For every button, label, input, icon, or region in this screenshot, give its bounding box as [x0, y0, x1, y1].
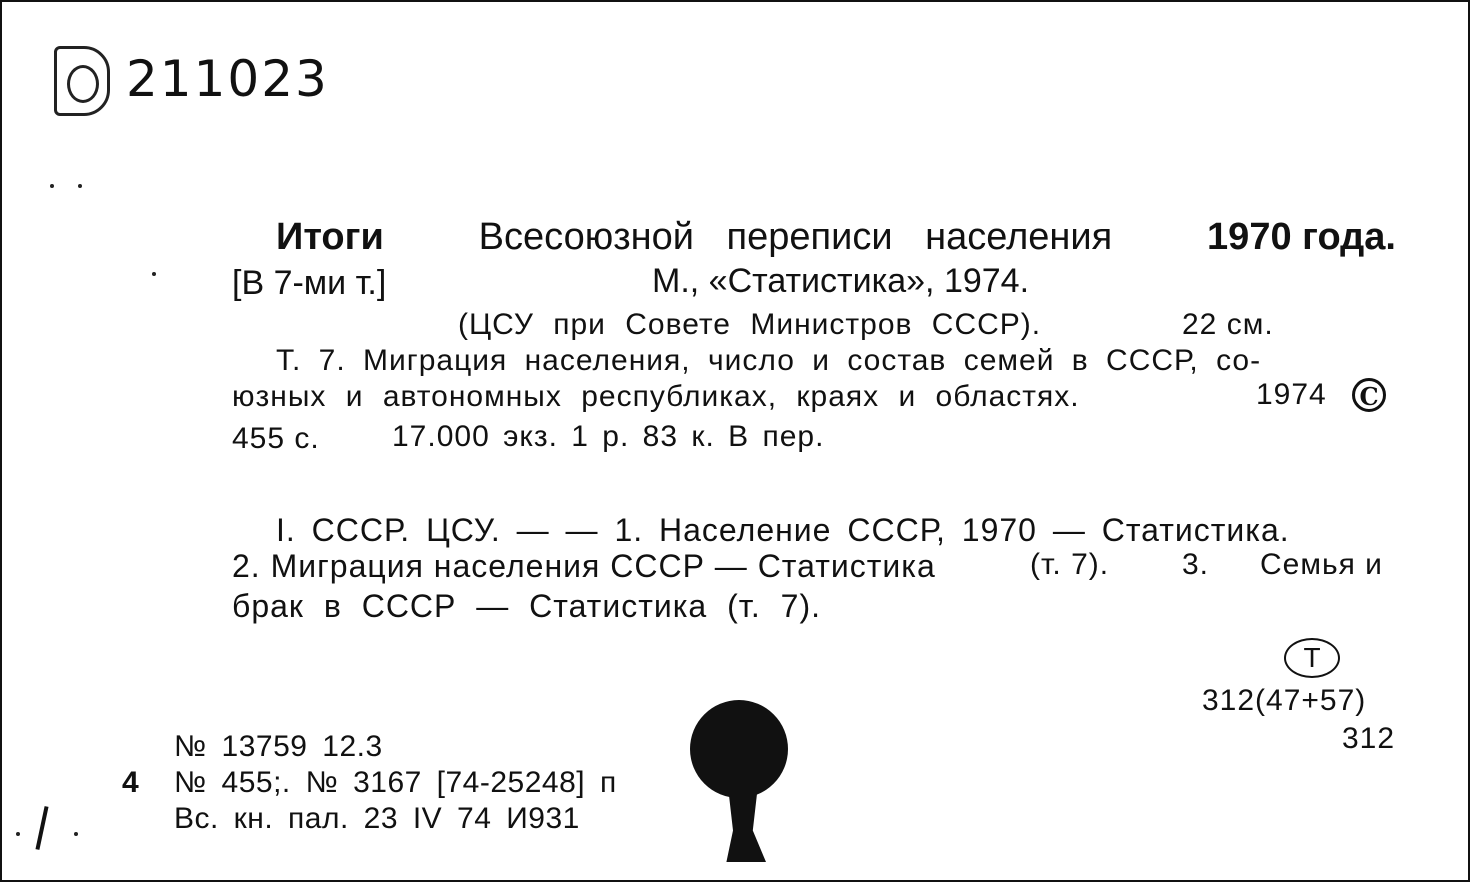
subjects-line1: I. СССР. ЦСУ. — — 1. Население СССР, 1970 — Статистика. [276, 512, 1290, 548]
size-note: 22 см. [1182, 308, 1274, 341]
subjects-line3: брак в СССР — Статистика (т. 7). [232, 588, 821, 624]
accession-number: 211023 [126, 50, 329, 108]
speck-dot [78, 184, 82, 188]
volume-note-line1: Т. 7. Миграция населения, число и состав семей в СССР, со- [276, 344, 1262, 377]
classification-code-short: 312 [1342, 722, 1396, 755]
title-line [276, 216, 1396, 259]
pencil-mark [35, 806, 48, 850]
volume-note-line2: юзных и автономных республиках, краях и областях. [232, 380, 1080, 413]
title-heading: Всесоюзной переписи населения [478, 216, 1113, 258]
footer-line1: № 13759 12.3 [174, 730, 383, 763]
title-year: 1970 года. [1207, 216, 1396, 258]
subjects-line2d: Семья и [1260, 548, 1383, 581]
print-run-price: 17.000 экз. 1 р. 83 к. В пер. [392, 420, 825, 453]
speck-dot [50, 184, 54, 188]
library-stamp-icon [54, 46, 110, 116]
speck-dot [152, 272, 156, 276]
speck-dot [74, 832, 78, 836]
footer-line3: Вс. кн. пал. 23 IV 74 И931 [174, 802, 580, 835]
subjects-line2a: 2. Миграция населения СССР — Статистика [232, 548, 936, 584]
footer-line2-prefix: 4 [122, 766, 140, 799]
subjects-line2c: 3. [1182, 548, 1210, 581]
series-note: (ЦСУ при Совете Министров СССР). [458, 308, 1042, 341]
page-count: 455 с. [232, 422, 320, 455]
classification-code: 312(47+57) [1202, 684, 1367, 717]
punch-hole [690, 700, 788, 798]
classification-mark: Т [1284, 638, 1340, 678]
title-heading-bold: Итоги [276, 216, 384, 258]
copyright-icon: C [1352, 378, 1386, 412]
publisher: М., «Статистика», 1974. [652, 262, 1030, 300]
volumes-note: [В 7-ми т.] [232, 264, 387, 302]
footer-line2: № 455;. № 3167 [74-25248] п [174, 766, 617, 799]
volume-year: 1974 [1256, 378, 1327, 411]
punch-hole-tail [722, 792, 766, 862]
speck-dot [16, 832, 20, 836]
subjects-line2b: (т. 7). [1030, 548, 1110, 581]
